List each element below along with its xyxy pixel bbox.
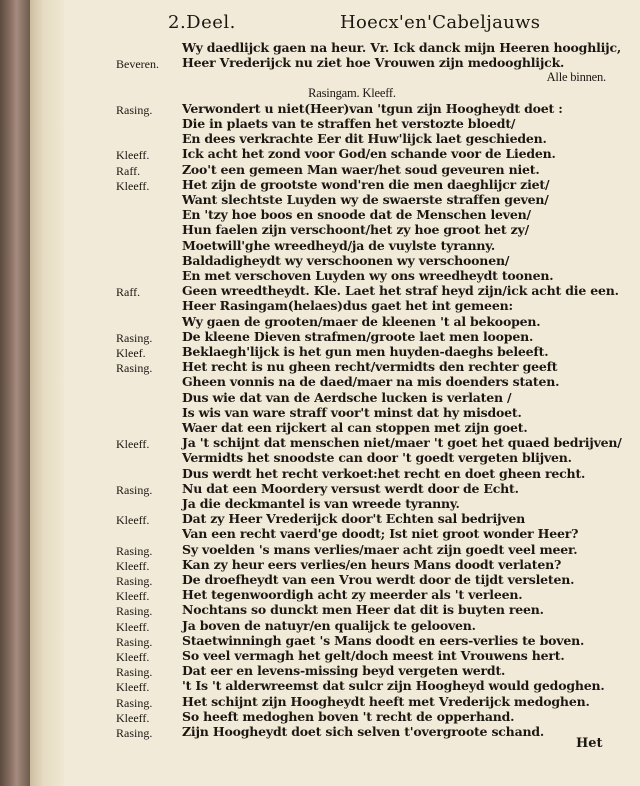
verse-text: Verwondert u niet(Heer)van 'tgun zijn Hoogheydt doet : xyxy=(182,100,563,116)
verse-text: Is wis van ware straff voor't minst dat hy misdoet. xyxy=(182,404,522,420)
speaker-label: Kleeff. xyxy=(116,558,150,573)
speaker-label: Rasing. xyxy=(116,726,153,740)
verse-text: Zoo't een gemeen Man waer/het soud geveuren niet. xyxy=(182,161,540,177)
verse-text: De kleene Dieven strafmen/groote laet men loopen. xyxy=(182,328,534,344)
page-gutter xyxy=(30,0,64,786)
verse-text: Hun faelen zijn verschoont/het zy hoe groot het zy/ xyxy=(182,222,529,238)
verse-text: Het recht is nu gheen recht/vermidts den rechter geeft xyxy=(182,359,558,375)
verse-line xyxy=(64,724,640,742)
verse-text: Die in plaets van te straffen het verstozte bloedt/ xyxy=(182,116,516,131)
verse-text: De droefheydt van een Vrou werdt door de tijdt versleten. xyxy=(182,572,575,587)
speaker-label: Rasing. xyxy=(116,604,153,619)
verse-text: Ja boven de natuyr/en qualijck te gelooven. xyxy=(182,617,476,633)
speaker-label: Rasing. xyxy=(116,482,153,497)
page-label: 2.Deel. xyxy=(168,12,236,33)
verse-text: Het zijn de grootste wond'ren die men daeghlijcr ziet/ xyxy=(182,176,550,192)
verse-text: Moetwill'ghe wreedheyd/ja de vuylste tyranny. xyxy=(182,237,496,253)
speaker-label: Rasing. xyxy=(116,665,153,680)
verse-text: Heer Rasingam(helaes)dus gaet het int gemeen: xyxy=(182,298,513,314)
verse-text: Heer Vrederijck nu ziet hoe Vrouwen zijn medooghlijck. xyxy=(182,55,565,71)
verse-text: Dus wie dat van de Aerdsche lucken is verlaten / xyxy=(182,389,512,405)
speaker-label: Kleeff. xyxy=(116,710,150,725)
verse-text: En dees verkrachte Eer dit Huw'lijck laet geschieden. xyxy=(182,131,547,147)
verse-text: Gheen vonnis na de daed/maer na mis doenders staten. xyxy=(182,374,560,390)
speaker-label: Raff. xyxy=(116,163,141,178)
verse-text: Ja 't schijnt dat menschen niet/maer 't goet het quaed bedrijven/ xyxy=(182,435,622,451)
verse-text: Dus werdt het recht verkoet:het recht en doet gheen recht. xyxy=(182,465,586,481)
speaker-label: Rasing. xyxy=(116,361,153,376)
speaker-label: Kleeff. xyxy=(116,619,150,634)
speaker-label: Kleeff. xyxy=(116,178,150,193)
verse-text: Sy voelden 's mans verlies/maer acht zijn goedt veel meer. xyxy=(182,541,578,557)
speaker-label: Kleeff. xyxy=(116,589,150,604)
speaker-label: Kleeff. xyxy=(116,680,150,695)
speaker-label: Rasing. xyxy=(116,695,153,710)
speaker-label: Rasing. xyxy=(116,330,153,345)
speaker-label: Rasing. xyxy=(116,574,153,588)
running-title: Hoecx'en'Cabeljauws xyxy=(340,12,541,33)
verse-text: En 'tzy hoe boos en snoode dat de Menschen leven/ xyxy=(182,207,531,223)
book-page xyxy=(64,0,640,786)
speaker-label: Rasing. xyxy=(116,543,153,558)
verse-text: Vermidts het snoodste can door 't goedt vergeten blijven. xyxy=(182,450,572,466)
verse-text: Baldadigheydt wy verschoonen wy verschoonen/ xyxy=(182,252,510,268)
verse-text: Wy gaen de grooten/maer de kleenen 't al bekoopen. xyxy=(182,313,541,329)
verse-text: So heeft medoghen boven 't recht de opperhand. xyxy=(182,708,515,724)
verse-text: Beklaegh'lijck is het gun men huyden-daeghs beleeft. xyxy=(182,344,549,359)
speaker-label: Kleeff. xyxy=(116,148,150,163)
speaker-label: Kleef. xyxy=(116,346,146,360)
verse-text: Geen wreedtheydt. Kle. Laet het straf heyd zijn/ick acht die een. xyxy=(182,283,619,299)
speaker-label: Raff. xyxy=(116,285,141,300)
verse-text: Nochtans so dunckt men Heer dat dit is buyten reen. xyxy=(182,602,544,618)
verse-text: Zijn Hoogheydt doet sich selven t'overgroote schand. xyxy=(182,724,545,739)
speaker-label: Kleeff. xyxy=(116,437,150,452)
verse-text: Nu dat een Moordery versust werdt door de Echt. xyxy=(182,480,519,496)
verse-text: Wy daedlijck gaen na heur. Vr. Ick danck mijn Heeren hooghlijc, xyxy=(182,40,622,55)
verse-text: Het schijnt zijn Hoogheydt heeft met Vrederijck medoghen. xyxy=(182,693,590,709)
verse-text: Waer dat een rijckert al can stoppen met zijn goet. xyxy=(182,420,528,435)
verse-text: Het tegenwoordigh acht zy meerder als 't verleen. xyxy=(182,587,523,603)
speaker-label: Rasing. xyxy=(116,102,153,117)
speaker-label: Rasing. xyxy=(116,634,153,649)
speaker-label: Kleeff. xyxy=(116,650,150,664)
verse-text: En met verschoven Luyden wy ons wreedheydt toonen. xyxy=(182,268,554,283)
verse-text: So veel vermagh het gelt/doch meest int Vrouwens hert. xyxy=(182,648,565,663)
verse-text: Alle binnen. xyxy=(546,70,606,85)
speaker-label: Kleeff. xyxy=(116,513,150,528)
verse-text: Dat zy Heer Vrederijck door't Echten sal bedrijven xyxy=(182,511,526,527)
verse-text: Ja die deckmantel is van wreede tyranny. xyxy=(182,496,460,511)
verse-text: Van een recht vaerd'ge doodt; Ist niet groot wonder Heer? xyxy=(182,526,579,542)
page-header xyxy=(64,12,630,40)
verse-text: 't Is 't alderwreemst dat sulcr zijn Hoogheyd would gedoghen. xyxy=(182,678,605,694)
verse-text: Dat eer en levens-missing beyd vergeten werdt. xyxy=(182,663,506,679)
book-cover-edge xyxy=(0,0,30,786)
catchword: Het xyxy=(576,736,603,751)
speaker-label: Beveren. xyxy=(116,57,159,72)
verse-text: Ick acht het zond voor God/en schande voor de Lieden. xyxy=(182,146,556,162)
verse-text: Kan zy heur eers verlies/en heurs Mans doodt verlaten? xyxy=(182,556,562,572)
verse-text: Want slechtste Luyden wy de swaerste straffen geven/ xyxy=(182,192,549,207)
verse-text: Rasingam. Kleeff. xyxy=(308,85,396,100)
verse-text: Staetwinningh gaet 's Mans doodt en eers-verlies te boven. xyxy=(182,632,585,648)
